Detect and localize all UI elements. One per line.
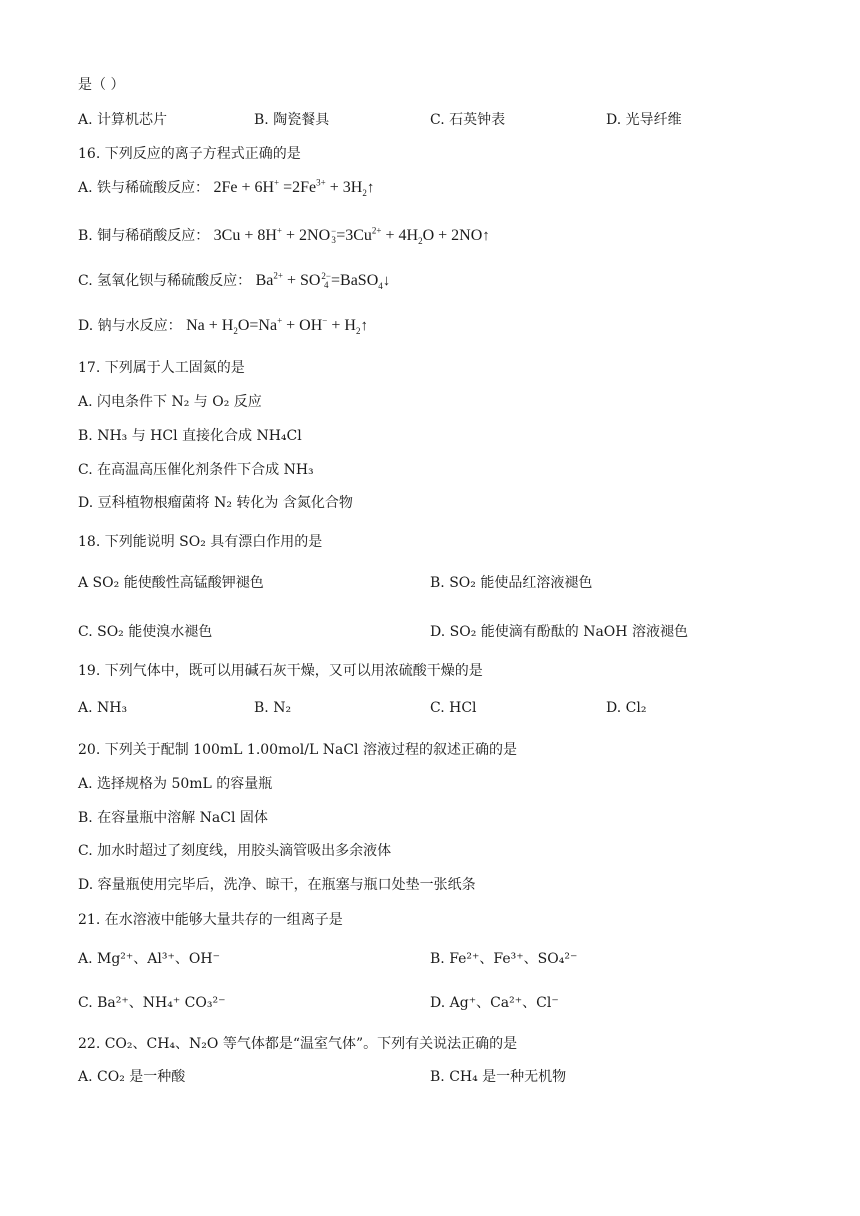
q20-stem: 20. 下列关于配制 100mL 1.00mol/L NaCl 溶液过程的叙述正确的是 — [78, 742, 517, 758]
q18-option-c: C. SO₂ 能使溴水褪色 — [78, 624, 213, 640]
q15-option-a: A. 计算机芯片 — [78, 112, 168, 128]
q18-option-d: D. SO₂ 能使滴有酚酞的 NaOH 溶液褪色 — [430, 624, 688, 640]
q16-option-d: D. 钠与水反应： $Na + H_2O=Na^+ + OH^-$ + $H_2↑$ — [78, 315, 368, 337]
q20-option-a: A. 选择规格为 50mL 的容量瓶 — [78, 776, 273, 792]
q16-stem: 16. 下列反应的离子方程式正确的是 — [78, 146, 301, 162]
q21-option-d: D. Ag⁺、Ca²⁺、Cl⁻ — [430, 995, 559, 1011]
q22-option-b: B. CH₄ 是一种无机物 — [430, 1069, 567, 1085]
q18-option-a: A SO₂ 能使酸性高锰酸钾褪色 — [78, 575, 264, 591]
q18-option-b: B. SO₂ 能使品红溶液褪色 — [430, 575, 593, 591]
q17-option-a: A. 闪电条件下 N₂ 与 O₂ 反应 — [78, 394, 262, 410]
q15-option-d: D. 光导纤维 — [606, 112, 682, 128]
q21-option-b: B. Fe²⁺、Fe³⁺、SO₄²⁻ — [430, 951, 578, 967]
q21-stem: 21. 在水溶液中能够大量共存的一组离子是 — [78, 912, 343, 928]
q19-option-d: D. Cl₂ — [606, 700, 647, 716]
q16-option-c: C. 氢氧化钡与稀硫酸反应： $Ba^{2+} + SO2-$ 4 =BaSO$_4$↓ — [78, 270, 391, 292]
q15-option-b: B. 陶瓷餐具 — [254, 112, 330, 128]
q20-option-b: B. 在容量瓶中溶解 NaCl 固体 — [78, 810, 268, 826]
q21-option-c: C. Ba²⁺、NH₄⁺ CO₃²⁻ — [78, 995, 226, 1011]
q17-option-c: C. 在高温高压催化剂条件下合成 NH₃ — [78, 462, 314, 478]
q19-option-c: C. HCl — [430, 700, 477, 716]
q20-option-d: D. 容量瓶使用完毕后，洗净、晾干，在瓶塞与瓶口处垫一张纸条 — [78, 877, 476, 893]
q17-option-d: D. 豆科植物根瘤菌将 N₂ 转化为 含氮化合物 — [78, 495, 353, 511]
q15-option-c: C. 石英钟表 — [430, 112, 506, 128]
q22-stem: 22. CO₂、CH₄、N₂O 等气体都是“温室气体”。下列有关说法正确的是 — [78, 1036, 518, 1052]
q19-stem: 19. 下列气体中，既可以用碱石灰干燥，又可以用浓硫酸干燥的是 — [78, 663, 483, 679]
q19-option-b: B. N₂ — [254, 700, 292, 716]
q19-option-a: A. NH₃ — [78, 700, 128, 716]
q17-option-b: B. NH₃ 与 HCl 直接化合成 NH₄Cl — [78, 428, 302, 444]
q17-stem: 17. 下列属于人工固氮的是 — [78, 360, 245, 376]
q21-option-a: A. Mg²⁺、Al³⁺、OH⁻ — [78, 951, 220, 967]
text-line: 是（ ） — [78, 77, 125, 93]
q16-option-a: A. 铁与稀硫酸反应： $2Fe + 6H^+ =2Fe^{3+}$ + $3H_2↑$ — [78, 177, 375, 199]
q16-option-b: B. 铜与稀硝酸反应： 3Cu + 8H+ + 2NO− $3=3Cu^{2+} + 4H_2O$ + 2NO↑ — [78, 225, 490, 247]
q18-stem: 18. 下列能说明 SO₂ 具有漂白作用的是 — [78, 534, 323, 550]
q22-option-a: A. CO₂ 是一种酸 — [78, 1069, 186, 1085]
q20-option-c: C. 加水时超过了刻度线，用胶头滴管吸出多余液体 — [78, 843, 392, 859]
